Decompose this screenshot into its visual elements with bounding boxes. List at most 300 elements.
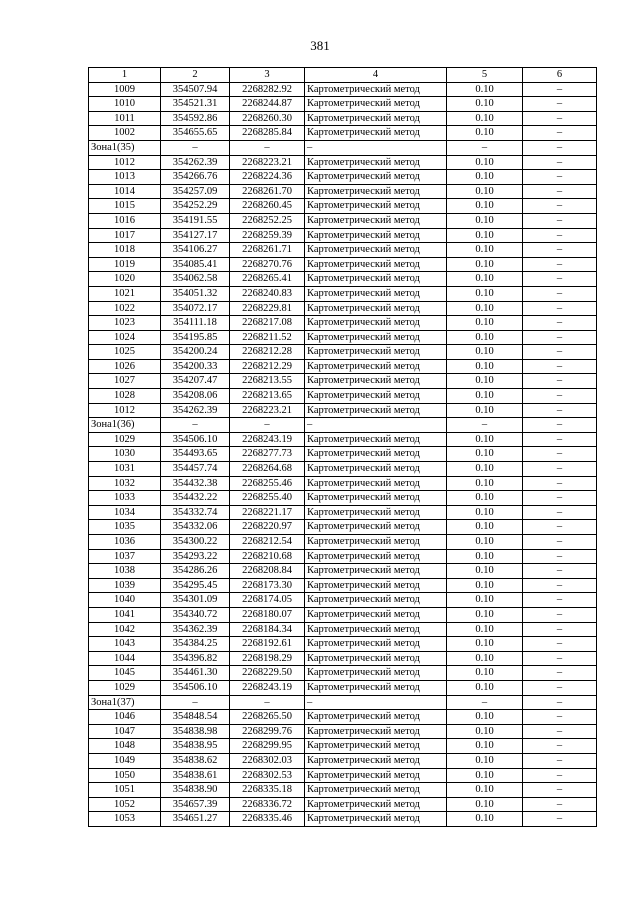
cell-x-coordinate: 354838.95 <box>161 739 230 754</box>
cell-description: – <box>523 724 597 739</box>
cell-x-coordinate: 354062.58 <box>161 272 230 287</box>
table-row <box>89 462 597 477</box>
cell-y-coordinate: 2268212.28 <box>230 345 305 360</box>
cell-point-number: 1010 <box>89 97 161 112</box>
cell-point-number: 1032 <box>89 476 161 491</box>
cell-point-number: 1028 <box>89 389 161 404</box>
table-row <box>89 520 597 535</box>
cell-accuracy: 0.10 <box>447 374 523 389</box>
table-row <box>89 637 597 652</box>
cell-x-coordinate: 354252.29 <box>161 199 230 214</box>
cell-x-coordinate: 354195.85 <box>161 330 230 345</box>
cell-description: – <box>523 666 597 681</box>
cell-method: Картометрический метод <box>305 578 447 593</box>
cell-point-number: 1022 <box>89 301 161 316</box>
table-row <box>89 666 597 681</box>
cell-accuracy: 0.10 <box>447 316 523 331</box>
cell-x-coordinate: 354461.30 <box>161 666 230 681</box>
cell-y-coordinate: 2268229.81 <box>230 301 305 316</box>
cell-point-number: 1002 <box>89 126 161 141</box>
cell-method: – <box>305 418 447 433</box>
cell-description: – <box>523 651 597 666</box>
cell-accuracy: 0.10 <box>447 462 523 477</box>
table-header-row <box>89 68 597 83</box>
table-row <box>89 578 597 593</box>
cell-method: Картометрический метод <box>305 345 447 360</box>
cell-point-number: 1029 <box>89 680 161 695</box>
cell-description: – <box>523 345 597 360</box>
cell-accuracy: 0.10 <box>447 155 523 170</box>
cell-method: Картометрический метод <box>305 710 447 725</box>
cell-y-coordinate: 2268221.17 <box>230 505 305 520</box>
cell-method: Картометрический метод <box>305 316 447 331</box>
column-header: 4 <box>305 68 447 83</box>
cell-x-coordinate: 354332.74 <box>161 505 230 520</box>
cell-description: – <box>523 637 597 652</box>
cell-x-coordinate: 354838.98 <box>161 724 230 739</box>
cell-y-coordinate: 2268285.84 <box>230 126 305 141</box>
cell-y-coordinate: 2268261.70 <box>230 184 305 199</box>
cell-y-coordinate: 2268335.46 <box>230 812 305 827</box>
cell-method: Картометрический метод <box>305 272 447 287</box>
table-row <box>89 345 597 360</box>
cell-method: Картометрический метод <box>305 637 447 652</box>
cell-method: Картометрический метод <box>305 126 447 141</box>
cell-accuracy: 0.10 <box>447 403 523 418</box>
cell-y-coordinate: 2268184.34 <box>230 622 305 637</box>
cell-x-coordinate: 354332.06 <box>161 520 230 535</box>
cell-accuracy: 0.10 <box>447 447 523 462</box>
column-header: 1 <box>89 68 161 83</box>
cell-y-coordinate: 2268210.68 <box>230 549 305 564</box>
cell-point-number: 1045 <box>89 666 161 681</box>
zone-header-row <box>89 418 597 433</box>
cell-x-coordinate: 354286.26 <box>161 564 230 579</box>
cell-x-coordinate: 354340.72 <box>161 607 230 622</box>
cell-x-coordinate: 354191.55 <box>161 213 230 228</box>
cell-accuracy: 0.10 <box>447 199 523 214</box>
cell-description: – <box>523 170 597 185</box>
cell-accuracy: 0.10 <box>447 593 523 608</box>
cell-method: Картометрический метод <box>305 111 447 126</box>
cell-x-coordinate: – <box>161 418 230 433</box>
cell-method: Картометрический метод <box>305 184 447 199</box>
table-row <box>89 403 597 418</box>
cell-description: – <box>523 330 597 345</box>
table-row <box>89 607 597 622</box>
cell-accuracy: 0.10 <box>447 126 523 141</box>
cell-description: – <box>523 111 597 126</box>
cell-description: – <box>523 783 597 798</box>
cell-accuracy: 0.10 <box>447 476 523 491</box>
cell-y-coordinate: 2268336.72 <box>230 797 305 812</box>
cell-y-coordinate: 2268282.92 <box>230 82 305 97</box>
table-row <box>89 651 597 666</box>
cell-y-coordinate: 2268244.87 <box>230 97 305 112</box>
cell-point-number: 1053 <box>89 812 161 827</box>
table-row <box>89 797 597 812</box>
cell-method: Картометрический метод <box>305 199 447 214</box>
cell-accuracy: 0.10 <box>447 257 523 272</box>
cell-x-coordinate: 354838.61 <box>161 768 230 783</box>
table-row <box>89 622 597 637</box>
cell-description: – <box>523 374 597 389</box>
cell-point-number: 1046 <box>89 710 161 725</box>
cell-x-coordinate: 354651.27 <box>161 812 230 827</box>
cell-y-coordinate: 2268270.76 <box>230 257 305 272</box>
cell-x-coordinate: 354266.76 <box>161 170 230 185</box>
cell-accuracy: 0.10 <box>447 170 523 185</box>
cell-point-number: 1036 <box>89 535 161 550</box>
column-header: 3 <box>230 68 305 83</box>
coordinates-table <box>88 67 597 827</box>
cell-method: Картометрический метод <box>305 82 447 97</box>
cell-description: – <box>523 505 597 520</box>
cell-description: – <box>523 812 597 827</box>
cell-point-number: 1029 <box>89 432 161 447</box>
cell-x-coordinate: 354085.41 <box>161 257 230 272</box>
cell-method: Картометрический метод <box>305 286 447 301</box>
cell-point-number: 1017 <box>89 228 161 243</box>
cell-accuracy: 0.10 <box>447 272 523 287</box>
table-row <box>89 505 597 520</box>
cell-x-coordinate: 354262.39 <box>161 155 230 170</box>
cell-accuracy: 0.10 <box>447 520 523 535</box>
cell-method: Картометрический метод <box>305 447 447 462</box>
cell-point-number: 1012 <box>89 155 161 170</box>
cell-y-coordinate: 2268180.07 <box>230 607 305 622</box>
cell-description: – <box>523 126 597 141</box>
cell-y-coordinate: 2268212.54 <box>230 535 305 550</box>
cell-x-coordinate: 354300.22 <box>161 535 230 550</box>
table-row <box>89 97 597 112</box>
cell-description: – <box>523 272 597 287</box>
cell-y-coordinate: 2268260.45 <box>230 199 305 214</box>
cell-y-coordinate: 2268260.30 <box>230 111 305 126</box>
cell-point-number: 1009 <box>89 82 161 97</box>
cell-description: – <box>523 447 597 462</box>
cell-method: Картометрический метод <box>305 505 447 520</box>
cell-method: Картометрический метод <box>305 768 447 783</box>
cell-x-coordinate: 354295.45 <box>161 578 230 593</box>
table-row <box>89 710 597 725</box>
table-row <box>89 213 597 228</box>
cell-point-number: 1041 <box>89 607 161 622</box>
cell-y-coordinate: 2268335.18 <box>230 783 305 798</box>
cell-point-number: Зона1(37) <box>89 695 161 710</box>
cell-x-coordinate: 354111.18 <box>161 316 230 331</box>
cell-point-number: 1026 <box>89 359 161 374</box>
table-row <box>89 111 597 126</box>
cell-description: – <box>523 97 597 112</box>
cell-point-number: 1014 <box>89 184 161 199</box>
cell-y-coordinate: 2268229.50 <box>230 666 305 681</box>
cell-accuracy: 0.10 <box>447 666 523 681</box>
cell-method: – <box>305 140 447 155</box>
cell-point-number: 1018 <box>89 243 161 258</box>
cell-method: Картометрический метод <box>305 812 447 827</box>
table-row <box>89 432 597 447</box>
cell-y-coordinate: 2268213.65 <box>230 389 305 404</box>
cell-y-coordinate: 2268220.97 <box>230 520 305 535</box>
cell-accuracy: 0.10 <box>447 607 523 622</box>
cell-x-coordinate: 354106.27 <box>161 243 230 258</box>
cell-method: Картометрический метод <box>305 739 447 754</box>
cell-y-coordinate: 2268261.71 <box>230 243 305 258</box>
cell-point-number: 1027 <box>89 374 161 389</box>
cell-point-number: 1031 <box>89 462 161 477</box>
cell-y-coordinate: 2268277.73 <box>230 447 305 462</box>
cell-method: Картометрический метод <box>305 753 447 768</box>
cell-description: – <box>523 578 597 593</box>
cell-point-number: 1052 <box>89 797 161 812</box>
cell-method: Картометрический метод <box>305 213 447 228</box>
cell-y-coordinate: 2268217.08 <box>230 316 305 331</box>
cell-y-coordinate: 2268255.40 <box>230 491 305 506</box>
cell-x-coordinate: 354506.10 <box>161 680 230 695</box>
cell-description: – <box>523 82 597 97</box>
cell-method: Картометрический метод <box>305 666 447 681</box>
cell-accuracy: 0.10 <box>447 651 523 666</box>
cell-method: Картометрический метод <box>305 330 447 345</box>
cell-x-coordinate: 354506.10 <box>161 432 230 447</box>
cell-y-coordinate: 2268212.29 <box>230 359 305 374</box>
cell-point-number: 1021 <box>89 286 161 301</box>
cell-y-coordinate: 2268265.50 <box>230 710 305 725</box>
cell-y-coordinate: 2268192.61 <box>230 637 305 652</box>
cell-description: – <box>523 695 597 710</box>
cell-accuracy: 0.10 <box>447 710 523 725</box>
cell-point-number: 1024 <box>89 330 161 345</box>
table-row <box>89 739 597 754</box>
cell-description: – <box>523 432 597 447</box>
cell-accuracy: 0.10 <box>447 535 523 550</box>
cell-accuracy: – <box>447 418 523 433</box>
cell-y-coordinate: – <box>230 418 305 433</box>
cell-y-coordinate: 2268243.19 <box>230 432 305 447</box>
cell-description: – <box>523 462 597 477</box>
cell-accuracy: 0.10 <box>447 768 523 783</box>
cell-y-coordinate: 2268240.83 <box>230 286 305 301</box>
table-row <box>89 564 597 579</box>
cell-accuracy: 0.10 <box>447 753 523 768</box>
cell-method: Картометрический метод <box>305 97 447 112</box>
cell-accuracy: 0.10 <box>447 243 523 258</box>
table-row <box>89 330 597 345</box>
column-header: 2 <box>161 68 230 83</box>
cell-y-coordinate: 2268213.55 <box>230 374 305 389</box>
table-row <box>89 783 597 798</box>
cell-x-coordinate: 354592.86 <box>161 111 230 126</box>
cell-point-number: 1047 <box>89 724 161 739</box>
zone-header-row <box>89 140 597 155</box>
cell-description: – <box>523 286 597 301</box>
cell-accuracy: 0.10 <box>447 724 523 739</box>
cell-y-coordinate: – <box>230 695 305 710</box>
cell-y-coordinate: 2268223.21 <box>230 403 305 418</box>
cell-accuracy: – <box>447 695 523 710</box>
table-row <box>89 82 597 97</box>
cell-description: – <box>523 476 597 491</box>
cell-point-number: 1019 <box>89 257 161 272</box>
table-row <box>89 155 597 170</box>
cell-x-coordinate: 354208.06 <box>161 389 230 404</box>
page-number: 381 <box>310 38 330 53</box>
cell-point-number: 1034 <box>89 505 161 520</box>
cell-description: – <box>523 680 597 695</box>
table-row <box>89 170 597 185</box>
cell-description: – <box>523 549 597 564</box>
cell-description: – <box>523 520 597 535</box>
cell-y-coordinate: 2268259.39 <box>230 228 305 243</box>
cell-method: Картометрический метод <box>305 228 447 243</box>
table-row <box>89 768 597 783</box>
cell-description: – <box>523 213 597 228</box>
cell-method: Картометрический метод <box>305 797 447 812</box>
cell-description: – <box>523 155 597 170</box>
cell-y-coordinate: 2268198.29 <box>230 651 305 666</box>
cell-point-number: 1048 <box>89 739 161 754</box>
cell-accuracy: 0.10 <box>447 549 523 564</box>
cell-point-number: 1012 <box>89 403 161 418</box>
table-row <box>89 389 597 404</box>
table-row <box>89 680 597 695</box>
cell-accuracy: 0.10 <box>447 111 523 126</box>
column-header: 6 <box>523 68 597 83</box>
cell-method: Картометрический метод <box>305 520 447 535</box>
cell-description: – <box>523 228 597 243</box>
cell-point-number: Зона1(36) <box>89 418 161 433</box>
cell-y-coordinate: 2268173.30 <box>230 578 305 593</box>
cell-description: – <box>523 199 597 214</box>
table-row <box>89 535 597 550</box>
table-row <box>89 753 597 768</box>
cell-point-number: 1051 <box>89 783 161 798</box>
table-row <box>89 272 597 287</box>
cell-x-coordinate: 354127.17 <box>161 228 230 243</box>
cell-method: – <box>305 695 447 710</box>
cell-point-number: 1013 <box>89 170 161 185</box>
table-row <box>89 491 597 506</box>
cell-point-number: 1042 <box>89 622 161 637</box>
cell-method: Картометрический метод <box>305 535 447 550</box>
cell-description: – <box>523 418 597 433</box>
cell-accuracy: 0.10 <box>447 812 523 827</box>
cell-method: Картометрический метод <box>305 549 447 564</box>
cell-accuracy: 0.10 <box>447 213 523 228</box>
cell-method: Картометрический метод <box>305 593 447 608</box>
cell-y-coordinate: 2268174.05 <box>230 593 305 608</box>
cell-point-number: 1015 <box>89 199 161 214</box>
cell-x-coordinate: 354207.47 <box>161 374 230 389</box>
cell-accuracy: 0.10 <box>447 432 523 447</box>
cell-point-number: 1039 <box>89 578 161 593</box>
table-row <box>89 316 597 331</box>
cell-y-coordinate: 2268243.19 <box>230 680 305 695</box>
cell-method: Картометрический метод <box>305 491 447 506</box>
table-row <box>89 549 597 564</box>
cell-point-number: 1023 <box>89 316 161 331</box>
table-row <box>89 199 597 214</box>
cell-y-coordinate: 2268265.41 <box>230 272 305 287</box>
cell-method: Картометрический метод <box>305 359 447 374</box>
cell-description: – <box>523 359 597 374</box>
cell-x-coordinate: 354396.82 <box>161 651 230 666</box>
cell-x-coordinate: 354051.32 <box>161 286 230 301</box>
cell-x-coordinate: 354521.31 <box>161 97 230 112</box>
cell-method: Картометрический метод <box>305 243 447 258</box>
cell-description: – <box>523 184 597 199</box>
cell-accuracy: 0.10 <box>447 228 523 243</box>
cell-x-coordinate: 354257.09 <box>161 184 230 199</box>
cell-point-number: 1033 <box>89 491 161 506</box>
cell-y-coordinate: 2268252.25 <box>230 213 305 228</box>
cell-x-coordinate: 354848.54 <box>161 710 230 725</box>
cell-x-coordinate: 354838.90 <box>161 783 230 798</box>
cell-accuracy: 0.10 <box>447 82 523 97</box>
cell-accuracy: 0.10 <box>447 578 523 593</box>
cell-y-coordinate: 2268264.68 <box>230 462 305 477</box>
cell-method: Картометрический метод <box>305 155 447 170</box>
cell-point-number: 1038 <box>89 564 161 579</box>
cell-point-number: 1025 <box>89 345 161 360</box>
cell-method: Картометрический метод <box>305 170 447 185</box>
cell-y-coordinate: 2268211.52 <box>230 330 305 345</box>
cell-accuracy: 0.10 <box>447 301 523 316</box>
cell-description: – <box>523 257 597 272</box>
cell-method: Картометрический метод <box>305 301 447 316</box>
cell-y-coordinate: 2268299.95 <box>230 739 305 754</box>
cell-accuracy: 0.10 <box>447 739 523 754</box>
cell-accuracy: 0.10 <box>447 359 523 374</box>
cell-x-coordinate: – <box>161 695 230 710</box>
cell-point-number: 1050 <box>89 768 161 783</box>
cell-x-coordinate: 354432.22 <box>161 491 230 506</box>
cell-point-number: 1016 <box>89 213 161 228</box>
cell-point-number: 1040 <box>89 593 161 608</box>
cell-description: – <box>523 710 597 725</box>
cell-method: Картометрический метод <box>305 432 447 447</box>
cell-point-number: 1030 <box>89 447 161 462</box>
cell-description: – <box>523 593 597 608</box>
cell-x-coordinate: 354457.74 <box>161 462 230 477</box>
cell-method: Картометрический метод <box>305 607 447 622</box>
cell-accuracy: – <box>447 140 523 155</box>
cell-description: – <box>523 389 597 404</box>
cell-description: – <box>523 243 597 258</box>
table-row <box>89 228 597 243</box>
cell-accuracy: 0.10 <box>447 680 523 695</box>
cell-x-coordinate: 354493.65 <box>161 447 230 462</box>
table-row <box>89 184 597 199</box>
cell-y-coordinate: 2268223.21 <box>230 155 305 170</box>
cell-x-coordinate: 354200.24 <box>161 345 230 360</box>
cell-accuracy: 0.10 <box>447 184 523 199</box>
cell-point-number: 1043 <box>89 637 161 652</box>
table-row <box>89 447 597 462</box>
table-row <box>89 374 597 389</box>
table-row <box>89 301 597 316</box>
cell-accuracy: 0.10 <box>447 505 523 520</box>
cell-accuracy: 0.10 <box>447 622 523 637</box>
cell-accuracy: 0.10 <box>447 797 523 812</box>
cell-y-coordinate: 2268255.46 <box>230 476 305 491</box>
cell-method: Картометрический метод <box>305 403 447 418</box>
cell-description: – <box>523 622 597 637</box>
table-row <box>89 476 597 491</box>
cell-point-number: 1037 <box>89 549 161 564</box>
cell-description: – <box>523 140 597 155</box>
